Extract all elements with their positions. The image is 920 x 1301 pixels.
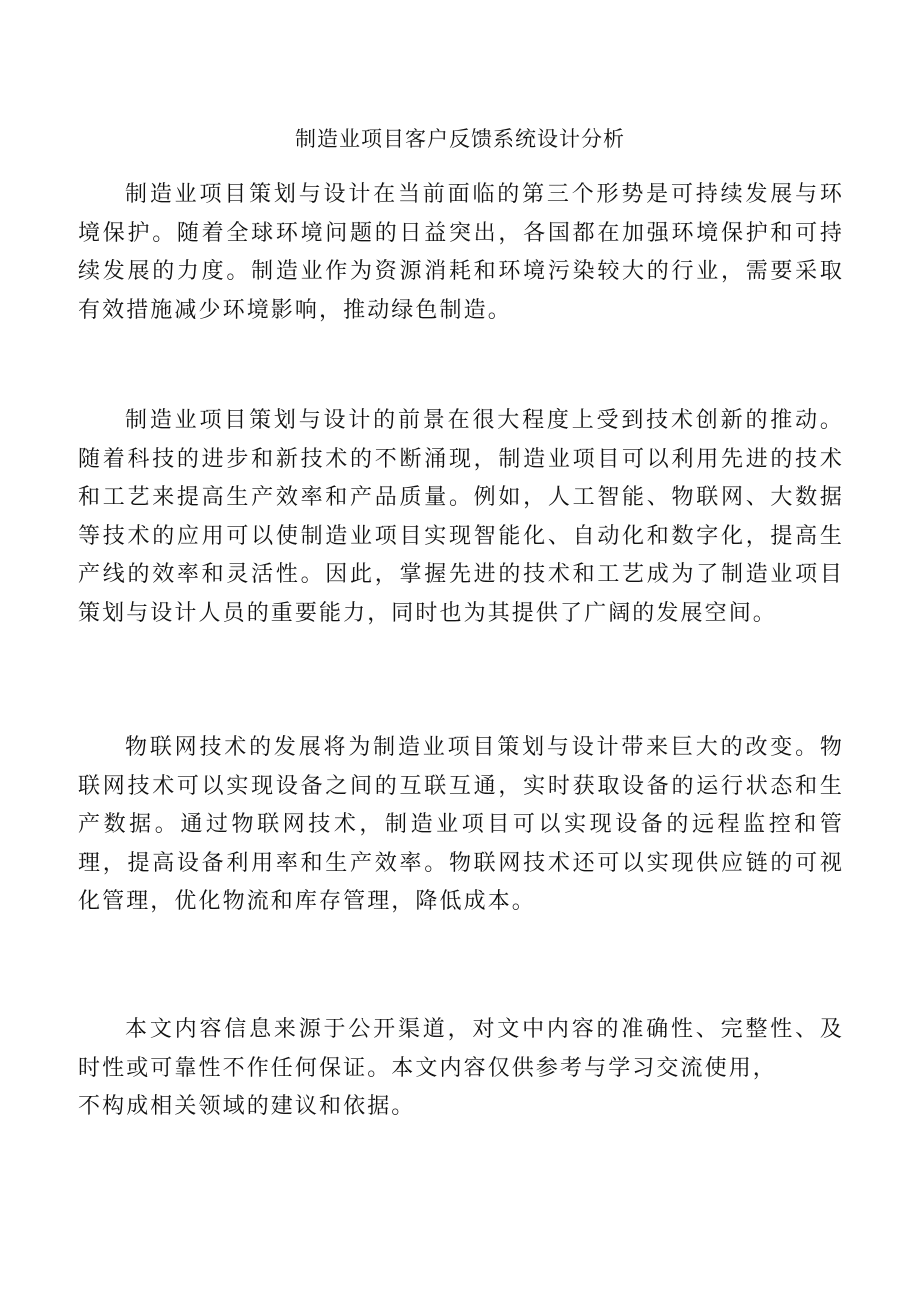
document-title: 制造业项目客户反馈系统设计分析 (295, 127, 625, 151)
disclaimer-text-end: 不构成相关领域的建议和依据。 (78, 1094, 416, 1119)
paragraph-technology-innovation: 制造业项目策划与设计的前景在很大程度上受到技术创新的推动。随着科技的进步和新技术的不断涌现，制造业项目可以利用先进的技术和工艺来提高生产效率和产品质量。例如，人工智能、物联网、大数据等技术的应用可以使制造业项目实现智能化、自动化和数字化，提高生产线的效率和灵活性。因此，掌握先进的技术和工艺成为了制造业项目策划与设计人员的重要能力，同时也为其提供了广阔的发展空间。 (78, 408, 844, 626)
paragraph-sustainability: 制造业项目策划与设计在当前面临的第三个形势是可持续发展与环境保护。随着全球环境问题的日益突出，各国都在加强环境保护和可持续发展的力度。制造业作为资源消耗和环境污染较大的行业，需要采取有效措施减少环境影响，推动绿色制造。 (78, 182, 844, 323)
paragraph-iot: 物联网技术的发展将为制造业项目策划与设计带来巨大的改变。物联网技术可以实现设备之间的互联互通，实时获取设备的运行状态和生产数据。通过物联网技术，制造业项目可以实现设备的远程监控和管理，提高设备利用率和生产效率。物联网技术还可以实现供应链的可视化管理，优化物流和库存管理，降低成本。 (78, 735, 844, 914)
disclaimer-text: 本文内容信息来源于公开渠道，对文中内容的准确性、完整性、及时性或可靠性不作任何保证。本文内容仅供参考与学习交流使用， (78, 1017, 844, 1081)
paragraph-disclaimer (78, 1011, 844, 1127)
